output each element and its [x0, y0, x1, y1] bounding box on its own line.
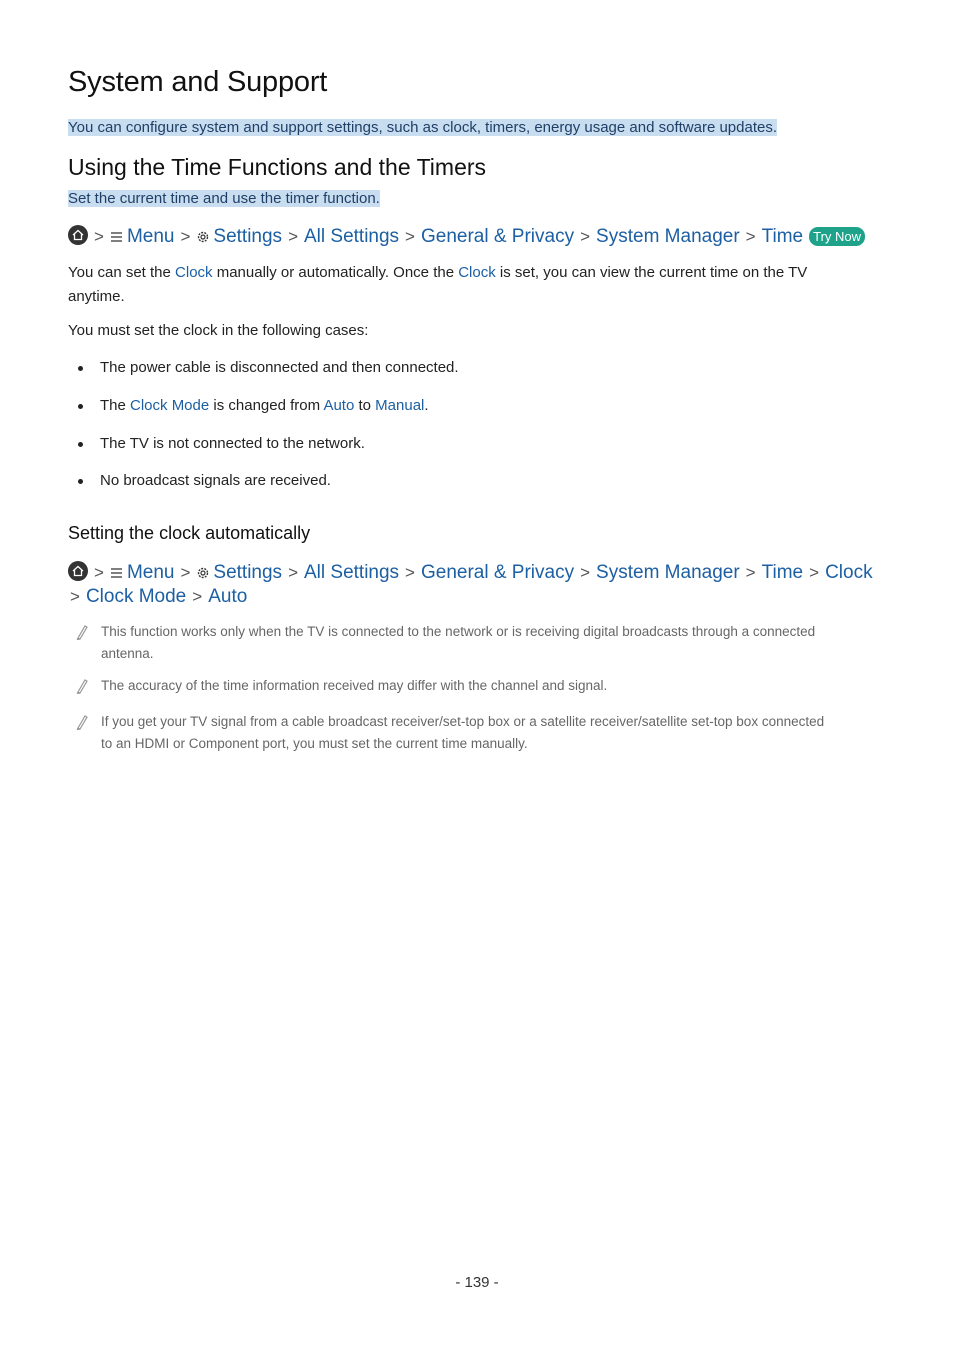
path-time[interactable]: Time [761, 226, 804, 247]
text: You can set the [68, 264, 176, 281]
chevron-right-icon: > [405, 563, 415, 582]
section-intro [68, 190, 380, 207]
page-number: - 139 - [455, 1274, 499, 1291]
chevron-right-icon: > [745, 563, 756, 582]
chevron-right-icon: > [70, 587, 80, 606]
note-text: to an HDMI or Component port, you must set the current time manually. [101, 736, 528, 751]
menu-icon [110, 567, 123, 579]
chevron-right-icon: > [288, 563, 298, 582]
text: The [100, 397, 131, 414]
text: is changed from [209, 397, 324, 414]
list-item: The power cable is disconnected and then connected. [100, 359, 459, 376]
paragraph-cases: You must set the clock in the following cases: [68, 322, 369, 339]
menu-path-clock-auto-cont [68, 585, 247, 609]
page-intro-text: You can configure system and support settings, such as clock, timers, energy usage and software updates. [68, 119, 778, 136]
list-item: No broadcast signals are received. [100, 472, 331, 489]
path-menu[interactable]: Menu [126, 562, 175, 583]
section-intro-text: Set the current time and use the timer function. [68, 190, 380, 207]
pencil-icon [75, 714, 89, 730]
note-item [101, 675, 886, 697]
path-clock[interactable]: Clock [825, 562, 873, 583]
menu-path-clock-auto [68, 561, 873, 585]
paragraph-clock-setup [68, 261, 868, 309]
path-all-settings[interactable]: All Settings [304, 562, 400, 583]
page-intro [68, 119, 777, 136]
chevron-right-icon: > [580, 227, 591, 246]
try-now-button[interactable]: Try Now [809, 227, 865, 246]
path-system-manager[interactable]: System Manager [596, 562, 740, 583]
auto-link: Auto [323, 397, 355, 414]
chevron-right-icon: > [580, 563, 591, 582]
page-title: System and Support [68, 66, 328, 98]
text: . [424, 397, 429, 414]
clock-mode-link: Clock Mode [130, 397, 210, 414]
text: manually or automatically. Once the [212, 264, 459, 281]
path-time[interactable]: Time [761, 562, 804, 583]
path-all-settings[interactable]: All Settings [304, 226, 400, 247]
chevron-right-icon: > [405, 227, 415, 246]
chevron-right-icon: > [180, 563, 191, 582]
menu-path-time [68, 225, 865, 249]
note-text: The accuracy of the time information received may differ with the channel and signal. [101, 678, 608, 693]
path-settings[interactable]: Settings [213, 226, 283, 247]
clock-link: Clock [458, 264, 496, 281]
note-item [101, 711, 886, 755]
subsection-title: Setting the clock automatically [68, 523, 311, 543]
pencil-icon [75, 624, 89, 640]
note-text: This function works only when the TV is connected to the network or is receiving digital broadcasts through a connected [101, 624, 816, 639]
chevron-right-icon: > [94, 227, 104, 246]
list-item [100, 396, 429, 416]
chevron-right-icon: > [288, 227, 298, 246]
manual-link: Manual [375, 397, 425, 414]
chevron-right-icon: > [94, 563, 104, 582]
gear-icon [196, 230, 210, 244]
home-icon [68, 225, 88, 245]
home-icon [68, 561, 88, 581]
note-text: If you get your TV signal from a cable broadcast receiver/set-top box or a satellite receiver/satellite set-top box connected [101, 714, 825, 729]
path-clock-mode[interactable]: Clock Mode [85, 586, 187, 607]
pencil-icon [75, 678, 89, 694]
path-menu[interactable]: Menu [126, 226, 175, 247]
chevron-right-icon: > [180, 227, 191, 246]
text: anytime. [68, 288, 125, 305]
text: is set, you can view the current time on the TV [495, 264, 808, 281]
clock-link: Clock [175, 264, 213, 281]
path-auto[interactable]: Auto [208, 586, 248, 607]
menu-icon [110, 231, 123, 243]
list-item: The TV is not connected to the network. [100, 435, 365, 452]
note-item [101, 621, 886, 665]
chevron-right-icon: > [745, 227, 756, 246]
section-title: Using the Time Functions and the Timers [68, 154, 487, 180]
path-settings[interactable]: Settings [213, 562, 283, 583]
chevron-right-icon: > [192, 587, 203, 606]
text: to [354, 397, 376, 414]
path-general-privacy[interactable]: General & Privacy [420, 562, 575, 583]
chevron-right-icon: > [809, 563, 820, 582]
note-text: antenna. [101, 646, 154, 661]
gear-icon [196, 566, 210, 580]
path-general-privacy[interactable]: General & Privacy [420, 226, 575, 247]
path-system-manager[interactable]: System Manager [596, 226, 740, 247]
